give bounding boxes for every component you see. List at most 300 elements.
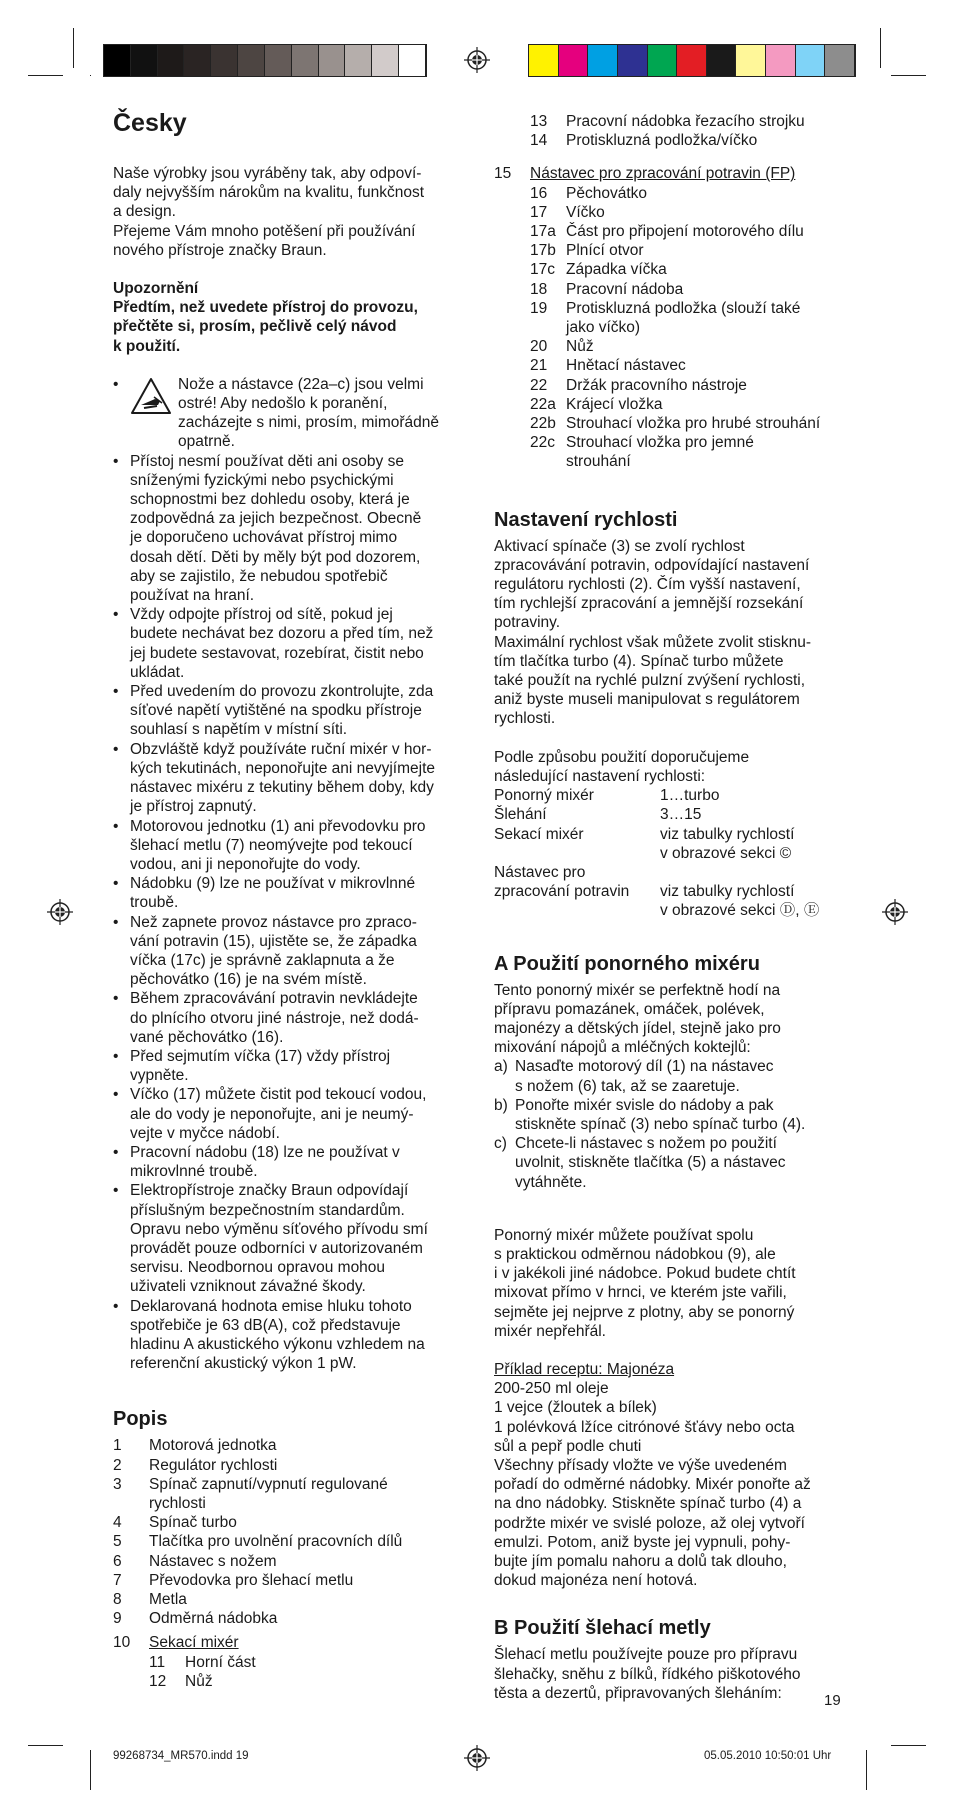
item-label: Nůž [185,1672,213,1690]
recommend-line: následující nastavení rychlosti: [494,767,706,785]
item-label: Západka víčka [566,261,667,279]
step-letter [494,1153,515,1172]
warning-line: Předtím, než uvedete přístroj do provozu, [113,299,418,317]
safety-item [113,1297,463,1374]
item-number [113,1494,149,1513]
registration-mark-icon [882,899,908,925]
intro-line: nového přístroje značky Braun. [113,241,327,259]
recipe-line: dokud majonéza není hotová. [494,1572,698,1590]
setting-value: viz tabulky rychlostí [660,883,795,901]
safety-line: nástavec mixéru z tekutiny během doby, kdy [130,779,434,797]
speed-line: také použít na rychlé pulzní zvýšení rychlosti, [494,672,806,690]
safety-line: spotřebiče je 63 dB(A), což představuje [130,1316,401,1334]
list-item [530,433,839,452]
item-label: Protiskluzná podložka (slouží také [566,299,801,317]
safety-line: uživateli vzniknout závažné škody. [130,1278,366,1296]
color-swatch [707,45,737,76]
color-swatch [618,45,648,76]
step-item [494,1134,839,1153]
parts-list-continued [494,112,839,150]
section-a-paragraph [494,1226,839,1341]
safety-line: • Před sejmutím víčka (17) vždy přístroj [130,1047,391,1065]
list-item [113,1494,463,1513]
item-number: 16 [530,184,548,202]
intro-line: Přejeme Vám mnoho potěšení při používání [113,222,416,240]
section-b-intro [494,1645,839,1703]
item-number: 17a [530,223,556,241]
parts-sublist [113,1653,463,1691]
step-letter: b) [494,1096,508,1114]
safety-line: • Nádobku (9) lze ne používat v mikrovlnné [130,875,416,893]
registration-mark-icon [464,47,490,73]
recipe-line: emulzi. Potom, aniž byste jej vypnuli, pohy- [494,1533,791,1551]
step-item [494,1077,839,1096]
safety-item [113,452,463,606]
safety-line: • Před uvedením do provozu zkontrolujte, zda [130,683,434,701]
item-label: Držák pracovního nástroje [566,376,747,394]
item-number: 17b [530,242,556,260]
list-item [530,452,839,471]
crop-mark [866,1750,867,1790]
setting-label: zpracování potravin [494,883,630,901]
list-item [530,299,839,318]
recipe-line: sůl a pepř podle chuti [494,1437,642,1455]
item-label: Strouhací vložka pro jemné [566,434,754,452]
left-column [113,108,463,1691]
safety-line: • Motorovou jednotku (1) ani převodovku pro [130,817,426,835]
safety-line: hladinu A akustického výkonu vzhledem na [130,1335,425,1353]
crop-mark [891,1745,926,1746]
item-label: Část pro připojení motorového dílu [566,223,804,241]
safety-item [113,913,463,990]
item-number: 22a [530,395,556,413]
safety-line: • Víčko (17) můžete čistit pod tekoucí vodou, [130,1086,427,1104]
registration-mark-icon [464,1745,490,1771]
item-number: 14 [530,132,548,150]
color-swatch [648,45,678,76]
item-label: Odměrná nádobka [149,1610,278,1628]
safety-line: vodou, ani ji neponořujte do vody. [130,855,361,873]
section-a-para-line: s praktickou odměrnou nádobkou (9), ale [494,1245,776,1263]
item-label: Spínač zapnutí/vypnutí regulované [149,1475,388,1493]
section-a-para-line: mixér nepřehřál. [494,1322,606,1340]
section-b-line: těsta a dezertů, připravovaných šleháním: [494,1684,782,1702]
step-text: Chcete-li nástavec s nožem po použití [515,1135,777,1153]
list-item [530,184,839,203]
warning-line: přečtěte si, prosím, pečlivě celý návod [113,318,397,336]
warning-block [113,279,463,356]
gray-swatch [184,45,211,76]
list-item [113,1552,463,1571]
item-number: 12 [149,1672,167,1690]
section-a-line: Tento ponorný mixér se perfektně hodí na [494,981,781,999]
safety-line: schopnostmi bez dohledu osoby, která je [130,491,410,509]
step-item [494,1153,839,1172]
gray-swatch [345,45,372,76]
item-number: 15 [494,165,512,183]
item-number: 9 [113,1610,122,1628]
list-item [530,112,839,131]
step-item [494,1115,839,1134]
safety-line: vejte v myčce nádobí. [130,1124,280,1142]
setting-label [494,844,660,863]
safety-line: • Během zpracovávání potravin nevkládejte [130,990,418,1008]
setting-label: Ponorný mixér [494,787,594,805]
safety-line: • Vždy odpojte přístroj od sítě, pokud jej [130,606,393,624]
grayscale-color-bar [103,44,427,77]
page-title: Česky [113,109,187,137]
recipe-line: 1 vejce (žloutek a bílek) [494,1399,657,1417]
safety-line: jej budete sestavovat, rozebírat, čistit nebo [130,644,424,662]
warn-line: ostré! Aby nedošlo k poranění, [178,395,388,413]
safety-list-continued [113,452,463,1374]
item-number: 1 [113,1437,122,1455]
list-item [113,1571,463,1590]
list-item [530,376,839,395]
item-label: Hnětací nástavec [566,357,686,375]
item-number: 21 [530,357,548,375]
crop-mark [28,1745,63,1746]
list-item [494,164,839,183]
section-b-heading: B Použití šlehací metly [494,1617,711,1640]
item-label: Regulátor rychlosti [149,1456,278,1474]
safety-item [113,1143,463,1181]
safety-line: souhlasí s napětím v místní síti. [130,721,348,739]
item-label: Krájecí vložka [566,395,663,413]
item-label: strouhání [566,453,631,471]
item-label: Protiskluzná podložka/víčko [566,132,758,150]
item-number: 2 [113,1456,122,1474]
recipe-line: Všechny přísady vložte ve výše uvedeném [494,1456,787,1474]
safety-item [113,682,463,740]
speed-paragraph [494,537,839,729]
item-label: jako víčko) [566,319,641,337]
warning-title: Upozornění [113,280,199,298]
crop-mark [90,1750,91,1790]
warn-line: • Nože a nástavce (22a–c) jsou velmi [178,375,424,393]
list-item [113,1633,463,1652]
list-item [530,260,839,279]
safety-line: • Obzvláště když používáte ruční mixér v hor- [130,740,432,758]
footer-file-name: 99268734_MR570.indd 19 [113,1750,249,1762]
list-item [149,1672,463,1691]
safety-line: • Přístoj nesmí používat děti ani osoby se [130,452,404,470]
item-number: 10 [113,1634,131,1652]
item-number: 6 [113,1552,122,1570]
speed-line: regulátoru rychlosti (2). Čím vyšší nastavení, [494,576,801,594]
safety-item [113,1047,463,1085]
step-text: Nasaďte motorový díl (1) na nástavec [515,1058,774,1076]
list-item [530,337,839,356]
list-item [530,414,839,433]
footer-timestamp: 05.05.2010 10:50:01 Uhr [704,1750,832,1762]
safety-item [113,989,463,1047]
list-item [530,395,839,414]
gray-swatch [372,45,399,76]
step-letter [494,1077,515,1096]
recipe-line: 1 polévková lžíce citrónové šťávy nebo octa [494,1418,795,1436]
step-item [494,1057,839,1076]
safety-item [113,740,463,817]
step-text: Ponořte mixér svisle do nádoby a pak [515,1096,774,1114]
speed-recommendation [494,748,839,786]
speed-line: Maximální rychlost však můžete zvolit stisknu- [494,633,811,651]
item-number: 13 [530,113,548,130]
color-swatch [825,45,855,76]
safety-item [113,1181,463,1296]
safety-list [113,375,463,452]
list-item [113,1513,463,1532]
list-item [530,241,839,260]
safety-line: je přístroj zapnutý. [130,798,257,816]
gray-swatch [104,45,131,76]
item-label: Plnící otvor [566,242,644,260]
step-text: s nožem (6) tak, až se zaaretuje. [515,1077,740,1095]
list-item [113,1590,463,1609]
list-item [530,222,839,241]
item-number: 17c [530,261,555,279]
section-a-heading: A Použití ponorného mixéru [494,952,760,975]
safety-line: • Než zapnete provoz nástavce pro zpraco- [130,913,417,931]
color-swatch [559,45,589,76]
safety-line: budete nechávat bez dozoru a před tím, než [130,625,434,643]
safety-line: je doporučeno uchovávat přístroj mimo [130,529,398,547]
item-number: 5 [113,1533,122,1551]
crop-mark [90,75,91,76]
process-color-bar [528,44,856,77]
section-a-para-line: i v jakékoli jiné nádobce. Pokud budete chtít [494,1265,796,1283]
registration-mark-icon [47,899,73,925]
safety-line: troubě. [130,894,179,912]
crop-mark [73,28,74,68]
crop-mark [880,28,881,68]
item-label: Pěchovátko [566,184,647,202]
list-item [113,1436,463,1455]
step-letter [494,1115,515,1134]
item-number: 8 [113,1591,122,1609]
safety-line: vané pěchovátko (16). [130,1028,284,1046]
list-item [149,1653,463,1672]
safety-line: Opravu nebo výměnu síťového přívodu smí [130,1220,428,1238]
section-a-line: mixování nápojů a mléčných koktejlů: [494,1039,751,1057]
warning-line: k použití. [113,337,181,355]
recommend-line: Podle způsobu použití doporučujeme [494,748,750,766]
step-letter: c) [494,1135,507,1153]
item-label: Motorová jednotka [149,1437,277,1455]
color-swatch [796,45,826,76]
page-number: 19 [824,1692,841,1709]
color-swatch [736,45,766,76]
right-column [494,112,839,1703]
list-item [530,356,839,375]
item-label: Strouhací vložka pro hrubé strouhání [566,415,821,433]
safety-line: • Pracovní nádobu (18) lze ne používat v [130,1143,400,1161]
gray-swatch [158,45,185,76]
item-label: Převodovka pro šlehací metlu [149,1571,354,1589]
safety-line: ale do vody je neponořujte, ani je neumý- [130,1105,414,1123]
item-number: 22 [530,376,548,394]
recipe-title: Příklad receptu: Majonéza [494,1360,675,1378]
setting-value: 1…turbo [660,787,720,805]
speed-line: zpracovávání potravin, odpovídající nastavení [494,556,810,574]
list-item [113,1532,463,1551]
safety-line: servisu. Neodbornou opravou mohou [130,1259,386,1277]
item-number: 18 [530,280,548,298]
item-label: Metla [149,1591,187,1609]
item-number: 19 [530,299,548,317]
step-letter: a) [494,1058,508,1076]
item-number: 4 [113,1514,122,1532]
item-label: Nástavec pro zpracování potravin (FP) [530,165,796,183]
safety-line: • Elektropřístroje značky Braun odpovídají [130,1182,409,1200]
safety-line: referenční akustický výkon 1 pW. [130,1355,357,1373]
safety-line: používat na hraní. [130,587,255,605]
setting-value: v obrazové sekci Ⓓ, Ⓔ [660,902,820,920]
parts-list [113,1436,463,1628]
section-b-line: šlehačky, sněhu z bílků, řídkého piškotového [494,1665,801,1683]
safety-line: síťové napětí vytištěné na spodku přístroje [130,702,422,720]
item-number: 20 [530,338,548,356]
section-a-line: majonézy a dětských jídel, stejně jako pro [494,1019,781,1037]
list-item [530,318,839,337]
gray-swatch [292,45,319,76]
speed-line: tím rychlejší zpracování a jemnější rozsekání [494,595,804,613]
gray-swatch [265,45,292,76]
item-label: Nástavec s nožem [149,1552,277,1570]
item-label: Sekací mixér [149,1634,239,1652]
recipe-text [494,1379,839,1590]
safety-line: do plnícího otvoru jiné nástroje, než dodá- [130,1009,419,1027]
item-label: Spínač turbo [149,1514,237,1532]
warn-line: zacházejte s nimi, prosím, mimořádně [178,414,440,432]
speed-line: Aktivací spínače (3) se zvolí rychlost [494,537,745,555]
gray-swatch [131,45,158,76]
speed-line: potraviny. [494,614,561,632]
section-a-para-line: sejměte jej nejprve z plotny, aby se ponorný [494,1303,795,1321]
item-label: Tlačítka pro uvolnění pracovních dílů [149,1533,403,1551]
speed-line: aniž byste museli manipulovat s regulátorem [494,691,800,709]
step-item [494,1173,839,1192]
parts-sublist [494,184,839,472]
gray-swatch [399,45,426,76]
setting-value: viz tabulky rychlostí [660,825,795,843]
item-number: 7 [113,1571,122,1589]
step-item [494,1096,839,1115]
item-number: 17 [530,203,548,221]
item-number: 22c [530,434,555,452]
setting-label: Sekací mixér [494,825,584,843]
list-item [530,280,839,299]
safety-line: • Deklarovaná hodnota emise hluku tohoto [130,1297,412,1315]
setting-label [494,901,660,920]
section-a-intro [494,981,839,1058]
safety-line: vypněte. [130,1067,189,1085]
parts-list-chopper [113,1633,463,1652]
safety-line: šlehací metlu (7) neomývejte pod tekoucí [130,836,413,854]
crop-mark [891,75,926,76]
color-swatch [766,45,796,76]
section-a-para-line: mixovat přímo v hrnci, ve kterém jste vařili, [494,1284,787,1302]
list-item [113,1609,463,1628]
setting-label: Nástavec pro [494,863,586,881]
safety-item [113,874,463,912]
safety-line: ukládat. [130,663,185,681]
safety-item [113,817,463,875]
intro-line: daly nejvyšším nárokům na kvalitu, funkčnost [113,184,424,202]
list-item [530,203,839,222]
safety-item [113,1085,463,1143]
intro-line: Naše výrobky jsou vyráběny tak, aby odpoví- [113,165,422,182]
recipe-line: pořadí do odměrné nádobky. Mixér ponořte až [494,1476,811,1494]
speed-line: rychlosti. [494,710,556,728]
intro-paragraph [113,164,463,260]
item-label: Pracovní nádoba [566,280,684,298]
color-swatch [529,45,559,76]
gray-swatch [319,45,346,76]
section-b-line: Šlehací metlu používejte pouze pro přípravu [494,1646,798,1664]
section-a-steps [494,1057,839,1191]
safety-line: vání potravin (15), ujistěte se, že západka [130,932,417,950]
gray-swatch [238,45,265,76]
speed-settings-table [494,786,839,920]
safety-line: dosah dětí. Děti by měly být pod dozorem, [130,548,421,566]
step-text: uvolnit, stiskněte tlačítka (5) a nástavec [515,1154,786,1172]
color-swatch [588,45,618,76]
list-item [113,1475,463,1494]
warn-line: opatrně. [178,433,235,451]
setting-value: v obrazové sekci © [660,844,792,862]
step-letter [494,1173,515,1192]
safety-line: mikrovlnné troubě. [130,1163,258,1181]
item-number: 3 [113,1475,122,1493]
safety-line: příslušným bezpečnostním standardům. [130,1201,405,1219]
recipe-line: podržte mixér ve svislé poloze, až olej vytvoří [494,1514,805,1532]
safety-line: víčka (17c) je správně zaklapnuta a že [130,951,395,969]
crop-mark [28,75,63,76]
list-item [113,1456,463,1475]
step-text: vytáhněte. [515,1173,587,1191]
item-label: Horní část [185,1653,256,1671]
list-item [530,131,839,150]
item-number: 11 [149,1653,166,1671]
recipe-line: na dno nádobky. Stiskněte spínač turbo (4) a [494,1495,802,1513]
safety-line: sníženými fyzickými nebo psychickými [130,471,394,489]
safety-line: aby se zajistilo, že nebudou spotřebič [130,567,388,585]
item-number [530,452,566,471]
safety-line: kých tekutinách, neponořujte ani nevyjímejte [130,759,436,777]
section-a-para-line: Ponorný mixér můžete používat spolu [494,1226,754,1244]
section-a-line: přípravu pomazánek, omáček, polévek, [494,1000,765,1018]
item-label: Víčko [566,203,605,221]
setting-label: Šlehání [494,806,547,824]
step-text: stiskněte spínač (3) nebo spínač turbo (4). [515,1115,806,1133]
speed-line: tím tlačítka turbo (4). Spínač turbo můžete [494,652,784,670]
item-label: Pracovní nádobka řezacího strojku [566,113,805,130]
safety-line: provádět pouze odborníci v autorizovaném [130,1239,423,1257]
safety-item [113,605,463,682]
item-label: rychlosti [149,1495,206,1512]
popis-heading: Popis [113,1408,168,1431]
sharp-blade-warning-icon [130,377,172,417]
speed-heading: Nastavení rychlosti [494,508,678,531]
item-number: 22b [530,415,556,433]
safety-item-knives [113,375,463,452]
safety-line: zodpovědná za jejich bezpečnost. Obecně [130,510,422,528]
color-swatch [677,45,707,76]
item-label: Nůž [566,338,594,356]
setting-value: 3…15 [660,806,702,824]
safety-line: pěchovátko (16) je na svém místě. [130,971,367,989]
